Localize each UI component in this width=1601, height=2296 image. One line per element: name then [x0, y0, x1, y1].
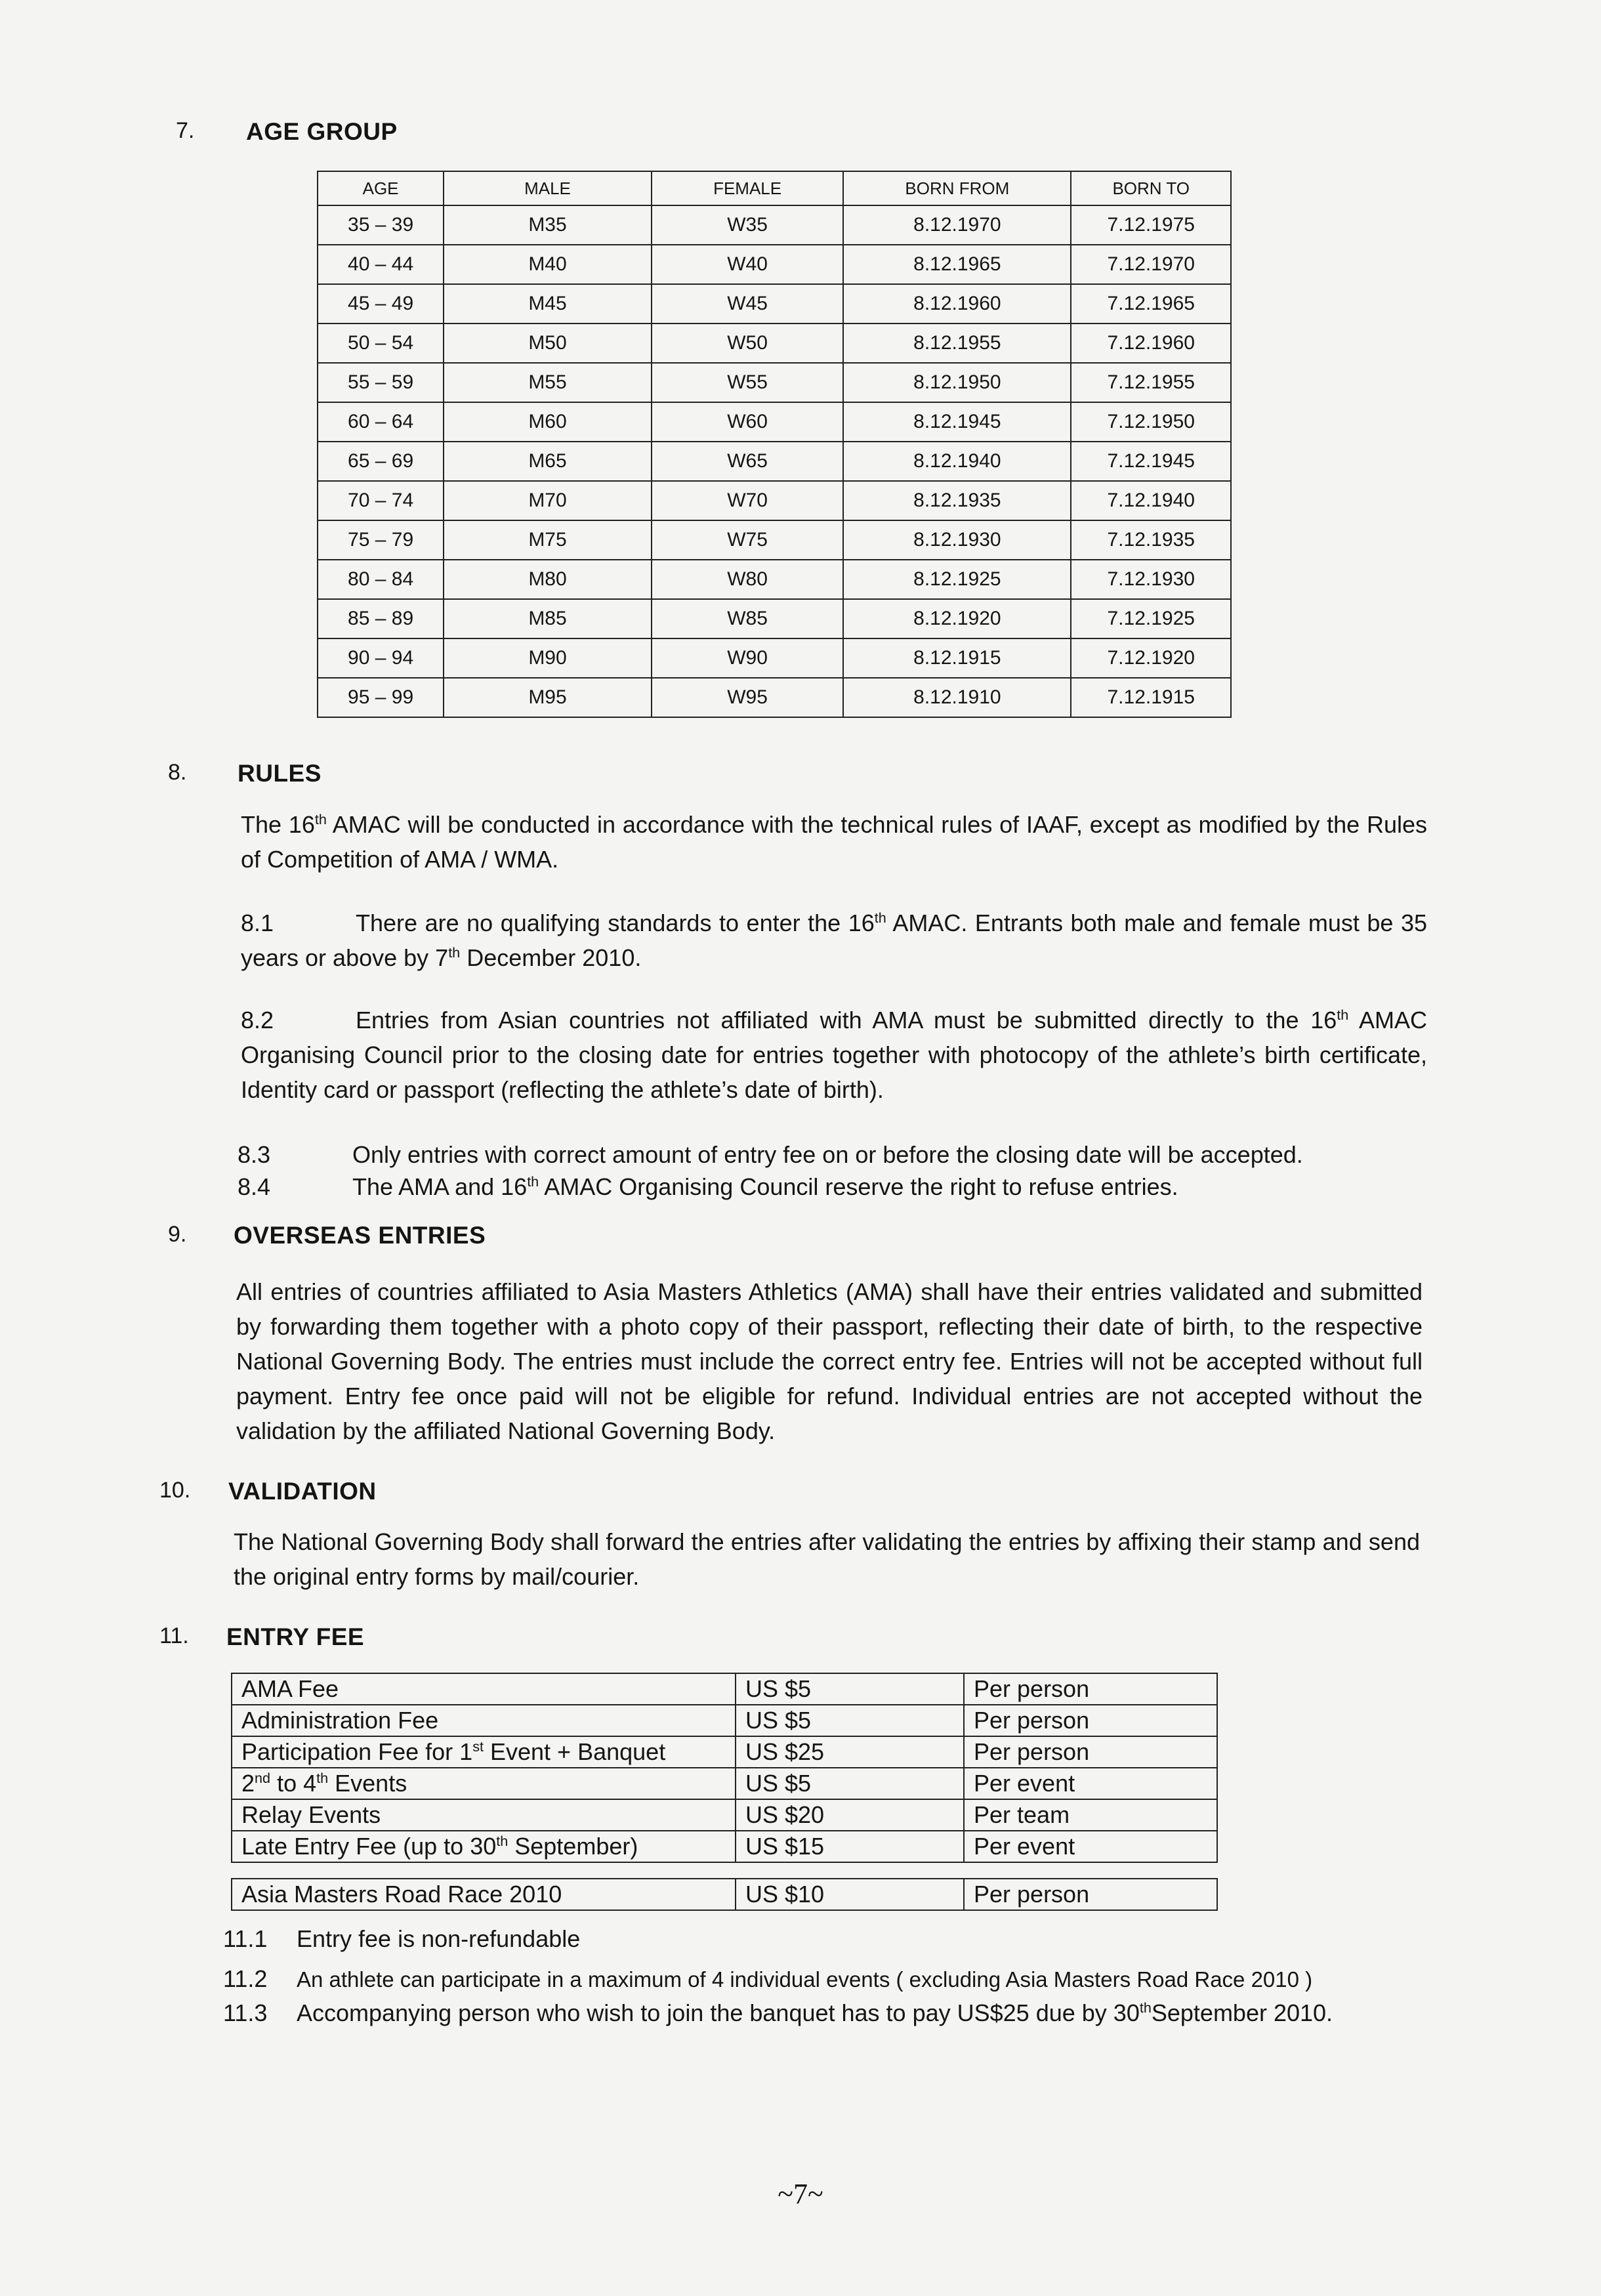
note-number: 11.1 — [223, 1925, 268, 1952]
table-row — [318, 599, 1231, 638]
fee-price: US $25 — [736, 1736, 964, 1768]
table-row — [318, 245, 1231, 284]
table-cell: W45 — [652, 284, 843, 324]
table-cell: 45 – 49 — [318, 284, 444, 324]
text-fragment: Late Entry Fee (up to 30 — [241, 1833, 497, 1860]
table-cell: 8.12.1945 — [843, 402, 1071, 442]
superscript: th — [314, 811, 327, 827]
section-number: 8. — [168, 760, 187, 785]
table-cell: W85 — [652, 599, 843, 638]
superscript: nd — [255, 1770, 271, 1786]
table-row — [232, 1736, 1217, 1768]
table-cell: W70 — [652, 481, 843, 520]
table-cell: 35 – 39 — [318, 205, 444, 245]
table-cell: W50 — [652, 324, 843, 363]
superscript: th — [496, 1833, 509, 1849]
text-fragment: Accompanying person who wish to join the banquet has to pay US$25 due by 30 — [297, 1999, 1140, 2026]
table-cell: M85 — [444, 599, 652, 638]
table-cell: 7.12.1945 — [1071, 442, 1231, 481]
text-fragment: Participation Fee for 1 — [241, 1738, 473, 1765]
table-cell: M95 — [444, 678, 652, 717]
table-cell: M35 — [444, 205, 652, 245]
table-cell: W75 — [652, 520, 843, 560]
text-fragment: to 4 — [270, 1770, 317, 1797]
table-cell: M55 — [444, 363, 652, 402]
rule-number: 8.4 — [238, 1173, 271, 1200]
fee-item — [232, 1768, 736, 1799]
text-fragment: Relay Events — [241, 1801, 381, 1828]
table-row — [318, 520, 1231, 560]
table-cell: 8.12.1915 — [843, 638, 1071, 678]
table-cell: 8.12.1965 — [843, 245, 1071, 284]
text-fragment: AMAC. Entrants both male and female must be 35 years or above by 7 — [241, 909, 1428, 971]
table-cell: 75 – 79 — [318, 520, 444, 560]
section-title: VALIDATION — [228, 1478, 377, 1505]
table-row — [318, 284, 1231, 324]
table-row — [318, 324, 1231, 363]
rule-8-4 — [238, 1170, 1438, 1204]
table-cell: 7.12.1975 — [1071, 205, 1231, 245]
rule-number: 8.3 — [238, 1141, 271, 1168]
superscript: th — [448, 944, 461, 961]
table-cell: W90 — [652, 638, 843, 678]
table-row — [318, 481, 1231, 520]
text-fragment: Events — [328, 1770, 407, 1797]
table-row — [318, 402, 1231, 442]
table-cell: M45 — [444, 284, 652, 324]
fee-price: US $5 — [736, 1705, 964, 1736]
note-text: An athlete can participate in a maximum of 4 individual events ( excluding Asia Masters Road Race 2010 ) — [297, 1967, 1313, 1992]
fee-note-11-3 — [223, 1996, 1491, 2030]
table-cell: W60 — [652, 402, 843, 442]
fee-note-11-1 — [223, 1922, 1424, 1956]
validation-text: The National Governing Body shall forward the entries after validating the entries by affixing their stamp and send the original entry forms by mail/courier. — [234, 1528, 1420, 1590]
table-cell: 65 – 69 — [318, 442, 444, 481]
table-row — [318, 442, 1231, 481]
road-race-fee-table — [231, 1878, 1218, 1911]
table-cell: M65 — [444, 442, 652, 481]
page-number: ~7~ — [778, 2178, 823, 2210]
table-cell: W95 — [652, 678, 843, 717]
table-row — [232, 1705, 1217, 1736]
column-header: BORN TO — [1071, 171, 1231, 205]
section-number: 7. — [176, 118, 195, 143]
table-cell: 90 – 94 — [318, 638, 444, 678]
table-cell: M40 — [444, 245, 652, 284]
table-cell: 60 – 64 — [318, 402, 444, 442]
table-cell: 8.12.1935 — [843, 481, 1071, 520]
text-fragment: Event + Banquet — [483, 1738, 666, 1765]
rule-8-2 — [241, 1003, 1427, 1107]
table-cell: M50 — [444, 324, 652, 363]
rule-8-1 — [241, 906, 1427, 975]
overseas-entries-text: All entries of countries affiliated to Asia Masters Athletics (AMA) shall have their entries validated and submitted by forwarding them together with a photo copy of their passport, reflecting their date of birth, to the respective National Governing Body. The entries must include the correct entry fee. Entries will not be accepted without full payment. Entry fee once paid will not be eligible for refund. Individual entries are not accepted without the validation by the affiliated National Governing Body. — [236, 1278, 1423, 1444]
text-fragment: 2 — [241, 1770, 255, 1797]
table-cell: 7.12.1915 — [1071, 678, 1231, 717]
section-number: 9. — [168, 1222, 187, 1247]
table-cell: 7.12.1965 — [1071, 284, 1231, 324]
fee-item — [232, 1736, 736, 1768]
text-fragment: Administration Fee — [241, 1707, 439, 1734]
table-cell: 7.12.1955 — [1071, 363, 1231, 402]
fee-price: US $5 — [736, 1768, 964, 1799]
fee-unit: Per person — [964, 1705, 1217, 1736]
text-fragment: December 2010. — [460, 944, 642, 971]
table-cell: 80 – 84 — [318, 560, 444, 599]
table-cell: 85 – 89 — [318, 599, 444, 638]
table-cell: 8.12.1970 — [843, 205, 1071, 245]
section-title: OVERSEAS ENTRIES — [234, 1222, 486, 1249]
table-cell: 7.12.1970 — [1071, 245, 1231, 284]
table-cell: M90 — [444, 638, 652, 678]
rule-number: 8.1 — [241, 909, 274, 936]
table-cell: 8.12.1940 — [843, 442, 1071, 481]
fee-unit: Per person — [964, 1736, 1217, 1768]
table-cell: 8.12.1955 — [843, 324, 1071, 363]
rule-text: Only entries with correct amount of entry fee on or before the closing date will be accepted. — [352, 1141, 1303, 1168]
rules-intro — [241, 807, 1427, 877]
table-cell: M80 — [444, 560, 652, 599]
table-row — [232, 1673, 1217, 1705]
section-title: ENTRY FEE — [226, 1623, 365, 1650]
table-cell: W65 — [652, 442, 843, 481]
table-row — [318, 638, 1231, 678]
table-cell: 8.12.1950 — [843, 363, 1071, 402]
superscript: th — [527, 1173, 539, 1190]
table-cell: 7.12.1925 — [1071, 599, 1231, 638]
table-cell: 7.12.1950 — [1071, 402, 1231, 442]
fee-note-11-2 — [223, 1962, 1457, 1997]
superscript: th — [874, 909, 886, 926]
section-number: 10. — [159, 1478, 191, 1503]
fee-unit: Per person — [964, 1673, 1217, 1705]
table-cell: 70 – 74 — [318, 481, 444, 520]
text-fragment: There are no qualifying standards to enter the 16 — [356, 909, 875, 936]
fee-item — [232, 1799, 736, 1831]
fee-item: Asia Masters Road Race 2010 — [232, 1879, 736, 1910]
table-row — [318, 205, 1231, 245]
superscript: th — [1337, 1007, 1349, 1023]
table-cell: 55 – 59 — [318, 363, 444, 402]
entry-fee-table — [231, 1673, 1218, 1863]
table-cell: 8.12.1920 — [843, 599, 1071, 638]
table-row — [318, 678, 1231, 717]
note-number: 11.2 — [223, 1965, 268, 1992]
fee-price: US $10 — [736, 1879, 964, 1910]
note-text: Entry fee is non-refundable — [297, 1925, 581, 1952]
text-fragment: AMAC Organising Council prior to the closing date for entries together with photocopy of the athlete’s birth certificate, Identity card or passport (reflecting the athlete’s date of birth). — [241, 1007, 1427, 1103]
table-cell: 40 – 44 — [318, 245, 444, 284]
rule-number: 8.2 — [241, 1007, 274, 1033]
fee-unit: Per event — [964, 1768, 1217, 1799]
table-cell: M60 — [444, 402, 652, 442]
fee-unit: Per team — [964, 1799, 1217, 1831]
text-fragment: The 16 — [241, 811, 315, 838]
table-cell: 8.12.1930 — [843, 520, 1071, 560]
fee-unit: Per event — [964, 1831, 1217, 1862]
table-cell: 7.12.1960 — [1071, 324, 1231, 363]
column-header: MALE — [444, 171, 652, 205]
table-cell: M75 — [444, 520, 652, 560]
text-fragment: The AMA and 16 — [352, 1173, 528, 1200]
text-fragment: September) — [508, 1833, 638, 1860]
table-cell: 50 – 54 — [318, 324, 444, 363]
text-fragment: AMAC will be conducted in accordance with the technical rules of IAAF, except as modified by the Rules of Competition of AMA / WMA. — [241, 811, 1428, 873]
table-cell: 8.12.1910 — [843, 678, 1071, 717]
text-fragment: Entries from Asian countries not affiliated with AMA must be submitted directly to the 16 — [356, 1007, 1337, 1033]
fee-item — [232, 1831, 736, 1862]
column-header: BORN FROM — [843, 171, 1071, 205]
column-header: AGE — [318, 171, 444, 205]
superscript: th — [1139, 1999, 1152, 2016]
text-fragment: September 2010. — [1151, 1999, 1333, 2026]
table-cell: W55 — [652, 363, 843, 402]
table-row — [232, 1768, 1217, 1799]
table-cell: 7.12.1940 — [1071, 481, 1231, 520]
table-row — [232, 1831, 1217, 1862]
fee-price: US $5 — [736, 1673, 964, 1705]
rule-8-3 — [238, 1138, 1438, 1172]
fee-table-body — [232, 1673, 1217, 1862]
age-group-table — [317, 171, 1232, 718]
superscript: th — [316, 1770, 329, 1786]
fee-unit: Per person — [964, 1879, 1217, 1910]
table-cell: W40 — [652, 245, 843, 284]
text-fragment: AMA Fee — [241, 1675, 339, 1702]
section-number: 11. — [159, 1623, 189, 1648]
section-title: AGE GROUP — [246, 118, 398, 145]
table-cell: M70 — [444, 481, 652, 520]
fee-item — [232, 1673, 736, 1705]
table-row — [318, 363, 1231, 402]
table-cell: 7.12.1935 — [1071, 520, 1231, 560]
table-row — [232, 1879, 1217, 1910]
table-cell: W80 — [652, 560, 843, 599]
text-fragment: AMAC Organising Council reserve the right to refuse entries. — [539, 1173, 1178, 1200]
fee-price: US $15 — [736, 1831, 964, 1862]
table-header-row — [318, 171, 1231, 205]
note-number: 11.3 — [223, 1999, 268, 2026]
fee-item — [232, 1705, 736, 1736]
table-cell: 7.12.1920 — [1071, 638, 1231, 678]
table-row — [232, 1799, 1217, 1831]
section-title: RULES — [238, 760, 322, 787]
age-table-body — [318, 205, 1231, 717]
fee-price: US $20 — [736, 1799, 964, 1831]
table-row — [318, 560, 1231, 599]
table-cell: 95 – 99 — [318, 678, 444, 717]
table-cell: W35 — [652, 205, 843, 245]
table-cell: 8.12.1960 — [843, 284, 1071, 324]
table-cell: 7.12.1930 — [1071, 560, 1231, 599]
table-cell: 8.12.1925 — [843, 560, 1071, 599]
column-header: FEMALE — [652, 171, 843, 205]
superscript: st — [472, 1738, 484, 1755]
